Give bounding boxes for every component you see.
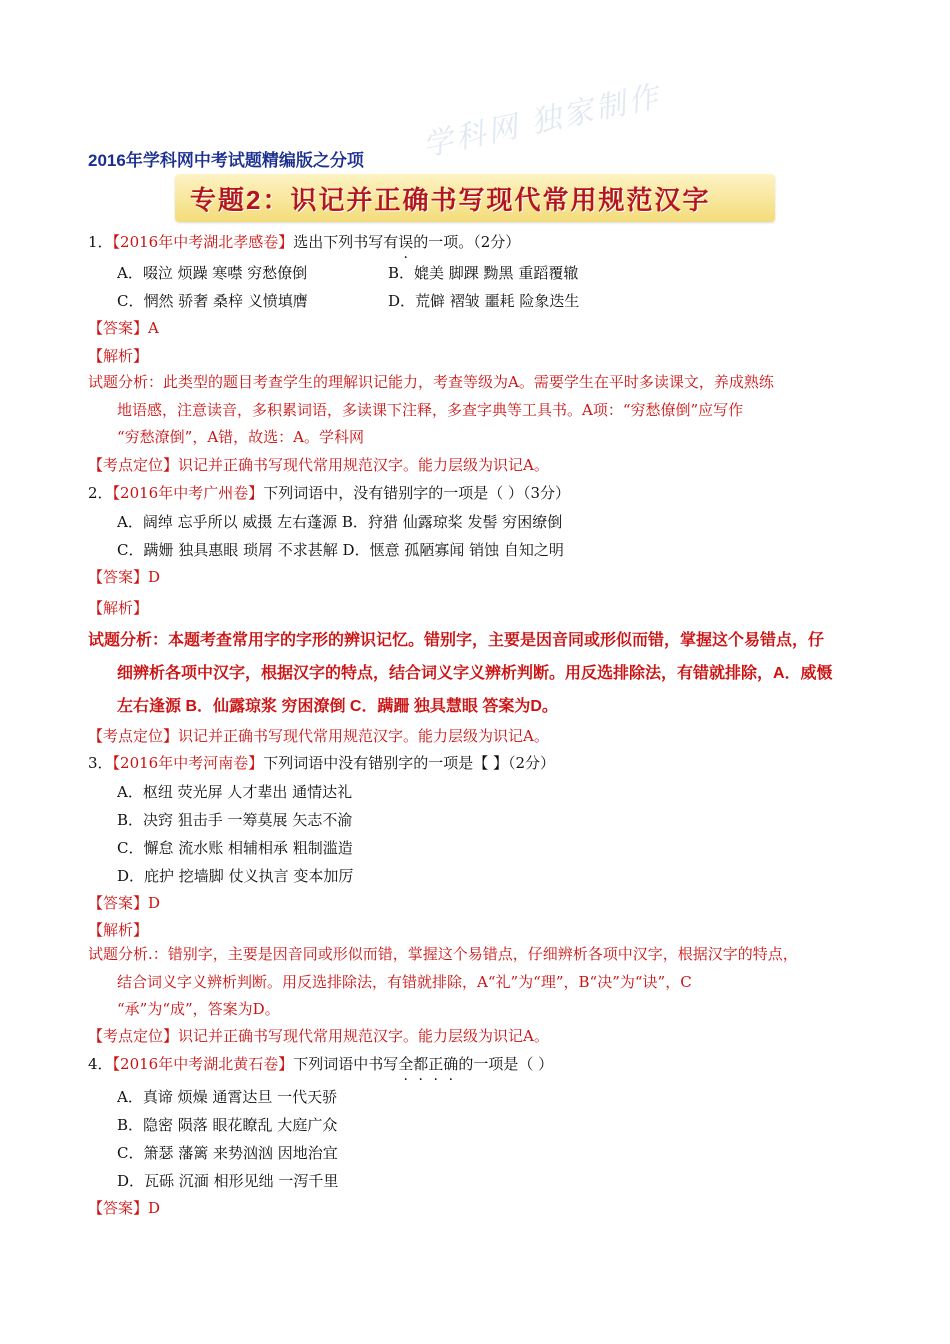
q1-option-c: C．惘然 骄奢 桑梓 义愤填膺 [117, 292, 308, 310]
q3-analysis-line: 试题分析.：错别字，主要是因音同或形似而错，掌握这个易错点，仔细辨析各项中汉字，根据汉字的特点， [88, 945, 798, 963]
q1-point: 【考点定位】识记并正确书写现代常用规范汉字。能力层级为识记A。 [88, 456, 549, 474]
q2-analysis-line: 试题分析：本题考查常用字的字形的辨识记忆。错别字，主要是因音同或形似而错，掌握这个易错点，仔 [88, 632, 825, 649]
question-3-stem: 3．【2016年中考河南卷】下列词语中没有错别字的一项是【 】（2分） [88, 754, 556, 772]
q3-option-a: A．枢纽 荧光屏 人才辈出 通情达礼 [117, 783, 353, 801]
q2-options-row-1: A．阔绰 忘乎所以 威摄 左右蓬源 B．狩猎 仙露琼桨 发髻 穷困缭倒 [117, 513, 563, 531]
q3-analysis-line: “承”为“成”，答案为D。 [117, 1000, 280, 1018]
question-1-stem: 1．【2016年中考湖北孝感卷】选出下列书写有误的一项。（2分） [88, 233, 521, 251]
watermark: 学科网 独家制作 [419, 80, 664, 163]
q1-option-a: A．啜泣 烦躁 寒噤 穷愁僚倒 [117, 264, 308, 282]
q2-point: 【考点定位】识记并正确书写现代常用规范汉字。能力层级为识记A。 [88, 727, 549, 745]
q4-option-c: C．箫瑟 藩篱 来势汹汹 因地治宜 [117, 1144, 338, 1162]
q4-option-a: A．真谛 烦燥 通霄达旦 一代天骄 [117, 1088, 338, 1106]
q2-analysis-line: 左右逢源 B．仙露琼浆 穷困潦倒 C．蹒跚 独具慧眼 答案为D。 [117, 698, 558, 715]
question-1-source: 【2016年中考湖北孝感卷】 [112, 233, 294, 251]
q3-point: 【考点定位】识记并正确书写现代常用规范汉字。能力层级为识记A。 [88, 1027, 549, 1045]
q4-option-d: D．瓦砾 沉湎 相形见绌 一泻千里 [117, 1172, 339, 1190]
q3-analysis-label: 【解析】 [88, 921, 149, 939]
question-3-source: 【2016年中考河南卷】 [112, 754, 264, 772]
q1-analysis-line: 地语感，注意读音，多积累词语，多读课下注释，多查字典等工具书。A项：“穷愁僚倒”应写作 [117, 401, 744, 419]
q3-analysis-line: 结合词义字义辨析判断。用反选排除法，有错就排除，A“礼”为“理”，B“决”为“诀”，C [117, 973, 692, 991]
q3-answer: 【答案】D [88, 894, 161, 912]
q1-analysis-line: 试题分析：此类型的题目考查学生的理解识记能力，考查等级为A。需要学生在平时多读课文，养成熟练 [88, 373, 774, 391]
q1-option-b: B．媲美 脚踝 黝黑 重蹈覆辙 [388, 264, 579, 282]
q3-option-b: B．决窍 狙击手 一筹莫展 矢志不渝 [117, 811, 353, 829]
q2-analysis-label: 【解析】 [88, 599, 149, 617]
q3-option-d: D．庇护 挖墙脚 仗义执言 变本加厉 [117, 867, 354, 885]
question-4-source: 【2016年中考湖北黄石卷】 [112, 1055, 294, 1073]
q2-options-row-2: C．蹒姗 独具惠眼 琐屑 不求甚解 D．惬意 孤陋寡闻 销蚀 自知之明 [117, 541, 564, 559]
question-2-source: 【2016年中考广州卷】 [112, 484, 264, 502]
banner-title: 专题2：识记并正确书写现代常用规范汉字 [190, 185, 711, 215]
q1-option-d: D．荒僻 褶皱 噩耗 险象迭生 [388, 292, 580, 310]
question-2-stem: 2．【2016年中考广州卷】下列词语中，没有错别字的一项是（ ）（3分） [88, 484, 571, 502]
q1-analysis-label: 【解析】 [88, 347, 149, 365]
q4-option-b: B．隐密 陨落 眼花瞭乱 大庭广众 [117, 1116, 338, 1134]
q2-answer: 【答案】D [88, 568, 161, 586]
question-4-stem: 4．【2016年中考湖北黄石卷】下列词语中书写全都正确的一项是（ ） [88, 1055, 554, 1073]
q4-answer: 【答案】D [88, 1199, 161, 1217]
q2-analysis-line: 细辨析各项中汉字，根据汉字的特点，结合词义字义辨析判断。用反选排除法，有错就排除，A．威慑 [117, 665, 833, 682]
q1-analysis-line: “穷愁潦倒”，A错，故选：A。学科网 [117, 428, 365, 446]
series-title: 2016年学科网中考试题精编版之分项 [88, 151, 364, 170]
q1-answer: 【答案】A [88, 319, 159, 337]
q3-option-c: C．懈怠 流水账 相辅相承 粗制滥造 [117, 839, 353, 857]
